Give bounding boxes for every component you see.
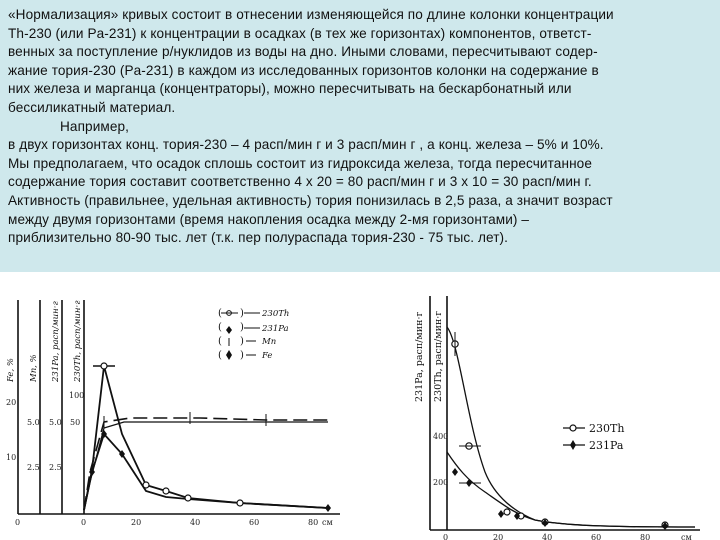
x-tick-40: 40 (542, 533, 553, 540)
curve-fe (84, 422, 328, 510)
curve-th (84, 366, 328, 510)
text-line: них железа и марганца (концентраторы), можно пересчитывать на бескарбонатный или (8, 81, 572, 97)
tick-mn-25: 2.5 (27, 463, 40, 472)
legend-pa-right: 231Pa (589, 439, 624, 452)
marker (185, 495, 191, 501)
legend-th-right: 230Th (589, 422, 625, 435)
x-tick-unit: см (322, 518, 333, 527)
x-tick-60: 60 (249, 518, 260, 527)
text-line: Мы предполагаем, что осадок сплошь состоит из гидроксида железа, тогда пересчитанное (8, 155, 592, 171)
x-tick-0: 0 (443, 533, 449, 540)
x-tick-40: 40 (190, 518, 201, 527)
marker (498, 510, 504, 518)
x-tick-60: 60 (591, 533, 602, 540)
left-chart (0, 282, 345, 540)
x-tick-80: 80 (308, 518, 319, 527)
text-line: между двумя горизонтами (время накопления осадка между 2-мя горизонтами) – (8, 211, 530, 227)
marker (325, 504, 331, 512)
axis-label-pa-right: 231Pa, расп/мин·г (414, 311, 425, 402)
marker (101, 363, 107, 369)
text-line: бессиликатный материал. (8, 99, 176, 115)
marker (89, 468, 95, 476)
svg-text:(: ( (218, 350, 222, 361)
tick-fe-20: 20 (6, 398, 17, 407)
tick-fe-10: 10 (6, 453, 17, 462)
x-tick-20: 20 (493, 533, 504, 540)
legend-pa: 231Pa (262, 324, 289, 334)
right-chart (395, 282, 715, 540)
legend-th: 230Th (262, 309, 290, 319)
text-line: в двух горизонтах конц. тория-230 – 4 расп/мин г и 3 расп/мин г , а конц. железа – 5% и 10%. (8, 137, 604, 153)
text-line: жание тория-230 (Pa-231) в каждом из исследованных горизонтов колонки на содержание в (8, 62, 599, 78)
x-tick-80: 80 (640, 533, 651, 540)
paragraph (8, 6, 708, 248)
tick-400: 400 (433, 432, 449, 441)
axis-label-fe: Fe, % (6, 358, 16, 382)
legend-mn: Mn (262, 337, 277, 347)
tick-mn-50: 5.0 (27, 418, 40, 427)
marker (504, 509, 510, 515)
tick-pa-50: 5.0 (49, 418, 62, 427)
tick-200: 200 (433, 478, 449, 487)
axis-label-mn: Mn, % (29, 354, 39, 382)
marker (237, 500, 243, 506)
text-line: Активность (правильнее, удельная активность) тория понизилась в 2,5 раза, а значит возраст (8, 192, 613, 208)
curve-pa (84, 434, 328, 510)
legend-fe: Fe (262, 351, 273, 361)
x-tick-0b: 0 (81, 518, 87, 527)
text-line: содержание тория составит соответственно 4 х 20 = 80 расп/мин г и 3 х 10 = 30 расп/мин г. (8, 174, 592, 190)
svg-text:): ) (240, 308, 244, 319)
text-line: Th-230 (или Pa-231) к концентрации в осадках (в тех же горизонтах) компонентов, ответст- (8, 25, 592, 41)
svg-text:): ) (240, 336, 244, 347)
marker (163, 488, 169, 494)
tick-th-100: 100 (69, 391, 85, 400)
axis-label-pa: 231Pa, расп/мин·г (51, 301, 61, 382)
x-tick-unit: см (681, 533, 692, 540)
x-tick-20: 20 (131, 518, 142, 527)
text-line: приблизительно 80-90 тыс. лет (т.к. пер полураспада тория-230 - 75 тыс. лет). (8, 230, 509, 246)
marker (143, 482, 149, 488)
x-tick-0: 0 (15, 518, 21, 527)
axis-label-th-right: 230Th, расп/мин·г (433, 310, 444, 402)
tick-th-50: 50 (70, 418, 81, 427)
legend-right (563, 422, 624, 452)
svg-text:(: ( (218, 308, 222, 319)
legend (218, 308, 289, 361)
axis-label-th: 230Th, расп/мин·г (73, 300, 83, 382)
text-line: «Нормализация» кривых состоит в отнесении изменяющейся по длине колонки концентрации (8, 7, 614, 22)
text-line: венных за поступление р/нуклидов из воды на дно. Иными словами, пересчитывают содер- (8, 44, 598, 60)
svg-text:(: ( (218, 336, 222, 347)
svg-text:): ) (240, 350, 244, 361)
curve-pa-right (447, 452, 695, 527)
svg-text:(: ( (218, 322, 222, 333)
tick-pa-25: 2.5 (49, 463, 62, 472)
svg-text:): ) (240, 322, 244, 333)
marker (452, 468, 458, 476)
text-line-indented: Например, (60, 118, 130, 134)
